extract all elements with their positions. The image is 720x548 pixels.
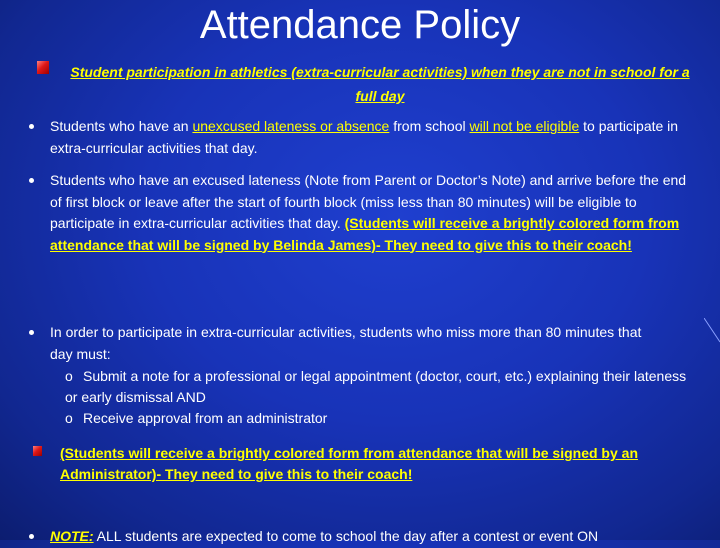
not-eligible-emphasis: will not be eligible: [469, 118, 580, 134]
sub-item-text: Receive approval from an administrator: [83, 410, 328, 426]
sub-item-approval: [65, 408, 695, 429]
round-bullet-icon: [29, 124, 34, 129]
square-bullet-icon: [37, 61, 49, 74]
sub-item-marker: o: [65, 410, 73, 426]
bullet2-highlight: (Students will receive a brightly colored form from attendance that will be signed by Belinda James)- They need to give this to their coach!: [50, 215, 680, 253]
round-bullet-icon: [29, 330, 34, 335]
bullet1-text-end: to participate in extra-curricular activities that day.: [50, 118, 679, 156]
administrator-form-note: (Students will receive a brightly colored form from attendance that will be signed by an Administrator)- They need to give this to their coach!: [60, 445, 638, 482]
bullet4-text: ALL students are expected to come to school the day after a contest or event ON: [93, 528, 599, 544]
decorative-line: [704, 318, 720, 358]
sub-item-marker: o: [65, 368, 73, 384]
sub-item-text: Submit a note for a professional or legal appointment (doctor, court, etc.) explaining their lateness or early dismissal AND: [65, 368, 687, 405]
round-bullet-icon: [29, 178, 34, 183]
bullet-missed-minutes: In order to participate in extra-curricular activities, students who miss more than 80 minutes that day must:: [50, 324, 642, 362]
slide-subtitle: Student participation in athletics (extra-curricular activities) when they are not in school for a full day: [70, 64, 690, 104]
bullet-unexcused: [50, 116, 695, 159]
sub-item-note: [65, 366, 695, 408]
round-bullet-icon: [29, 534, 34, 539]
bullet1-text-mid: from school: [389, 118, 470, 134]
slide-title: Attendance Policy: [199, 3, 521, 47]
bullet-excused: [50, 170, 695, 256]
bullet2-text: Students who have an excused lateness (Note from Parent or Doctor’s Note) and arrive before the end of first block or leave after the start of fourth block (miss less than 80 minutes) will be eligible to participate in extra-curricular activities that day.: [50, 172, 687, 231]
note-label: NOTE:: [50, 528, 94, 544]
bullet1-text-start: Students who have an: [50, 118, 193, 134]
bullet-note-contest: [50, 526, 720, 548]
unexcused-emphasis: unexcused lateness or absence: [192, 118, 390, 134]
square-bullet-icon: [33, 446, 42, 456]
